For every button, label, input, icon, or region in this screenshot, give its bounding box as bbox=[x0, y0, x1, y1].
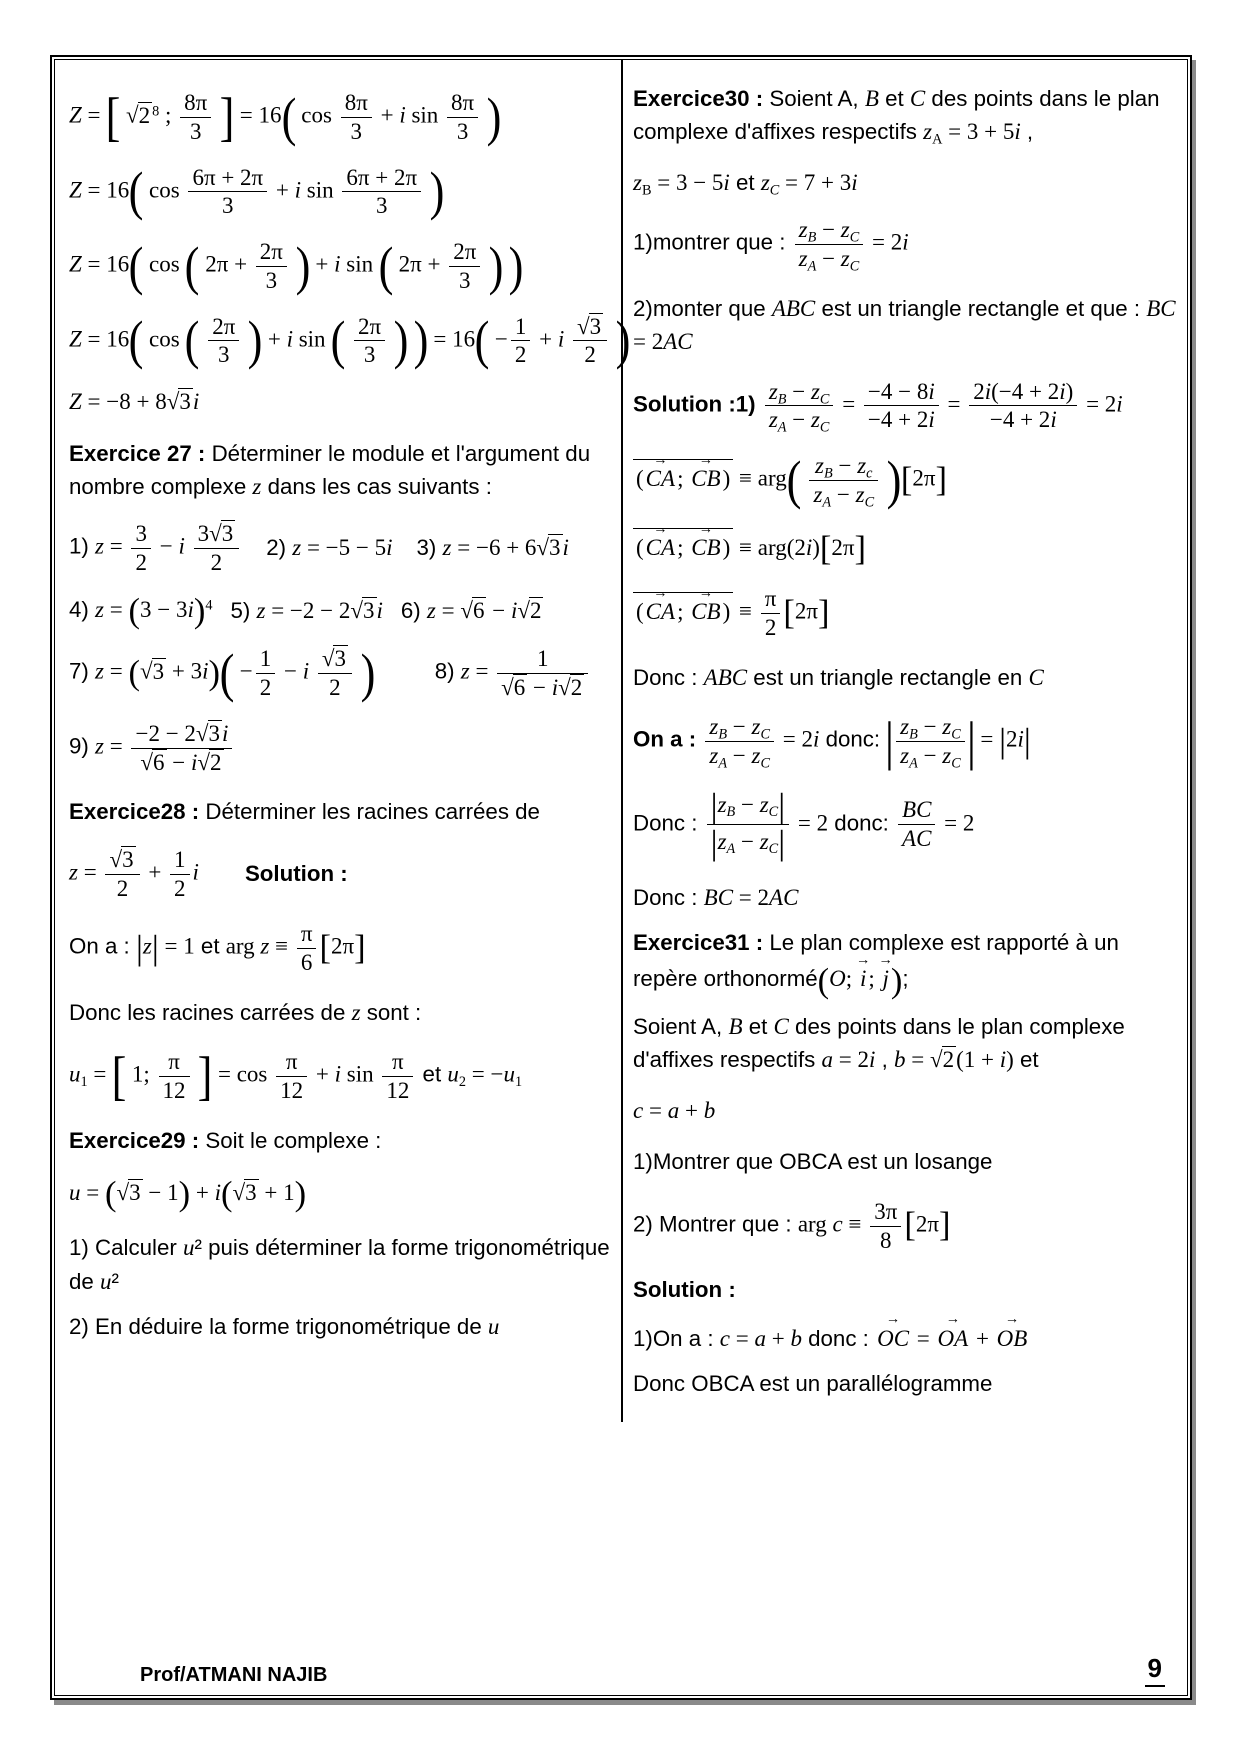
equation-line: Z = −8 + 8√3i bbox=[69, 389, 200, 414]
exercise-item: 2) z = −5 − 5i bbox=[266, 535, 393, 561]
equation-line: On a : |z| = 1 et arg z ≡ $\frac{\pi}{6}$ [2π] bbox=[69, 921, 366, 976]
paragraph: Exercice30 : Soient A, B et C des points dans le plan complexe d'affixes respectifs $z_A = 3 + 5i$ , bbox=[633, 86, 1160, 148]
paragraph: Soient A, B et C des points dans le plan complexe d'affixes respectifs a = 2i , b = √2(1 + i) et bbox=[633, 1014, 1125, 1073]
paragraph: Donc : BC = 2AC bbox=[633, 884, 799, 910]
paragraph: 2)monter que ABC est un triangle rectangle et que : BC = 2AC bbox=[633, 295, 1176, 355]
paragraph: Donc les racines carrées de z sont : bbox=[69, 999, 422, 1025]
paragraph: Exercice29 : Soit le complexe : bbox=[69, 1127, 382, 1153]
equation-line: u = (√3 − 1) + i(√3 + 1) bbox=[69, 1174, 307, 1213]
equation-line: (CA →; CB →) ≡ $\frac{\pi}{2}$ [2π] bbox=[633, 586, 1179, 641]
equation-line: $u_1$ = [ 1; $\frac{\pi}{12}$ ] = cos $\frac{\pi}{12}$ + i sin $\frac{\pi}{12}$ et $u_2 = -u_1$ bbox=[69, 1045, 523, 1106]
paragraph: 1)On a : c = a + b donc : OC → = OA → + OB → bbox=[633, 1319, 1179, 1355]
exercise-item: 1) z = $\frac{3}{2}$ − i $\frac{3√3}{2}$ bbox=[69, 521, 242, 576]
paragraph: 1) Calculer u² puis déterminer la forme trigonométrique de u² bbox=[69, 1235, 610, 1294]
exercise-item-row bbox=[69, 521, 613, 576]
footer-author: Prof/ATMANI NAJIB bbox=[140, 1664, 328, 1686]
equation-line: 1)montrer que : $\frac{z_B - z_C}{z_A - z_C}$ = 2i bbox=[633, 217, 909, 275]
content-columns bbox=[55, 60, 1187, 1422]
paragraph: Exercice31 : Le plan complexe est rapporté à un repère orthonormé(O; i →; j →); bbox=[633, 926, 1179, 998]
exercise-item: 3) z = −6 + 6√3i bbox=[416, 535, 569, 561]
equation-line: (CA →; CB →) ≡ arg( $\frac{z_B - z_c}{z_A - z_C}$ )[2π] bbox=[633, 453, 1179, 508]
paragraph: 2) En déduire la forme trigonométrique de u bbox=[69, 1314, 500, 1340]
equation-line: 9) z = $\frac{-2 - 2√3i}{√6 - i√2}$ bbox=[69, 721, 613, 776]
paragraph: Donc OBCA est un parallélogramme bbox=[633, 1370, 993, 1396]
paragraph: Solution : bbox=[633, 1277, 736, 1303]
exercise-item: 6) z = √6 − i√2 bbox=[400, 597, 542, 623]
equation-line: Z = 16( cos ( $\frac{2\pi}{3}$ ) + i sin ( $\frac{2\pi}{3}$ ) ) = 16( − $\frac{1}{2}$ + i $\frac{√3}{2}$ ) bbox=[69, 310, 631, 371]
equation-line: 2) Montrer que : arg c ≡ $\frac{3\pi}{8}$ [2π] bbox=[633, 1198, 951, 1253]
exercise-item: 8) z = $\frac{1}{√6 - i√2}$ bbox=[435, 646, 592, 701]
page-border bbox=[50, 55, 1192, 1700]
equation-line: Z = [ √2 $^8$ ; $\frac{8\pi}{3}$ ] = 16( cos $\frac{8\pi}{3}$ + i sin $\frac{8\pi}{3}$ ) bbox=[69, 86, 502, 147]
exercise-item-row bbox=[69, 591, 613, 630]
equation-line: Solution :1) $\frac{z_B - z_C}{z_A - z_C}$ = $\frac{-4 - 8i}{-4 + 2i}$ = $\frac{2i(-4 + 2i)}{-4 + 2i}$ = 2i bbox=[633, 378, 1123, 436]
paragraph: Donc : ABC est un triangle rectangle en C bbox=[633, 664, 1044, 690]
page-number: 9 bbox=[1145, 1653, 1165, 1687]
left-column bbox=[55, 60, 631, 1422]
equation-line: Donc : $\frac{|z_B - z_C|}{|z_A - z_C|}$ = 2 donc: $\frac{BC}{AC}$ = 2 bbox=[633, 786, 975, 863]
exercise-item: Solution : bbox=[244, 860, 348, 886]
exercise-item-row bbox=[69, 643, 613, 704]
equation-line: c = a + b bbox=[633, 1097, 716, 1123]
equation-line: On a : $\frac{z_B - z_C}{z_A - z_C}$ = 2i donc: | $\frac{z_B - z_C}{z_A - z_C}$ | = |2i| bbox=[633, 710, 1031, 772]
equation-line: Z = 16( cos ( 2π + $\frac{2\pi}{3}$ ) + i sin ( 2π + $\frac{2\pi}{3}$ ) ) bbox=[69, 235, 524, 296]
exercise-item-row bbox=[69, 847, 613, 902]
paragraph: Exercice 27 : Déterminer le module et l'argument du nombre complexe z dans les cas suivants : bbox=[69, 440, 591, 500]
paragraph: Exercice28 : Déterminer les racines carrées de bbox=[69, 799, 540, 825]
exercise-item: 4) $z = (3 - 3i)^4$ bbox=[69, 591, 213, 630]
equation-line: (CA →; CB →) ≡ arg(2i)[2π] bbox=[633, 528, 1179, 567]
exercise-item: 5) z = −2 − 2√3i bbox=[230, 597, 383, 623]
page-footer bbox=[140, 1653, 1165, 1687]
paragraph: 1)Montrer que OBCA est un losange bbox=[633, 1149, 993, 1175]
right-column bbox=[621, 60, 1187, 1422]
exercise-item: 7) z = (√3 + 3i)( − $\frac{1}{2}$ − i $\frac{√3}{2}$ ) bbox=[69, 643, 376, 704]
page-border-inner bbox=[54, 59, 1188, 1696]
equation-line: Z = 16( cos $\frac{6\pi + 2\pi}{3}$ + i sin $\frac{6\pi + 2\pi}{3}$ ) bbox=[69, 161, 445, 222]
equation-line: $z_B = 3 - 5i$ et $z_C = 7 + 3i$ bbox=[633, 169, 858, 198]
exercise-item: z = $\frac{√3}{2}$ + $\frac{1}{2}$ i bbox=[69, 846, 199, 901]
